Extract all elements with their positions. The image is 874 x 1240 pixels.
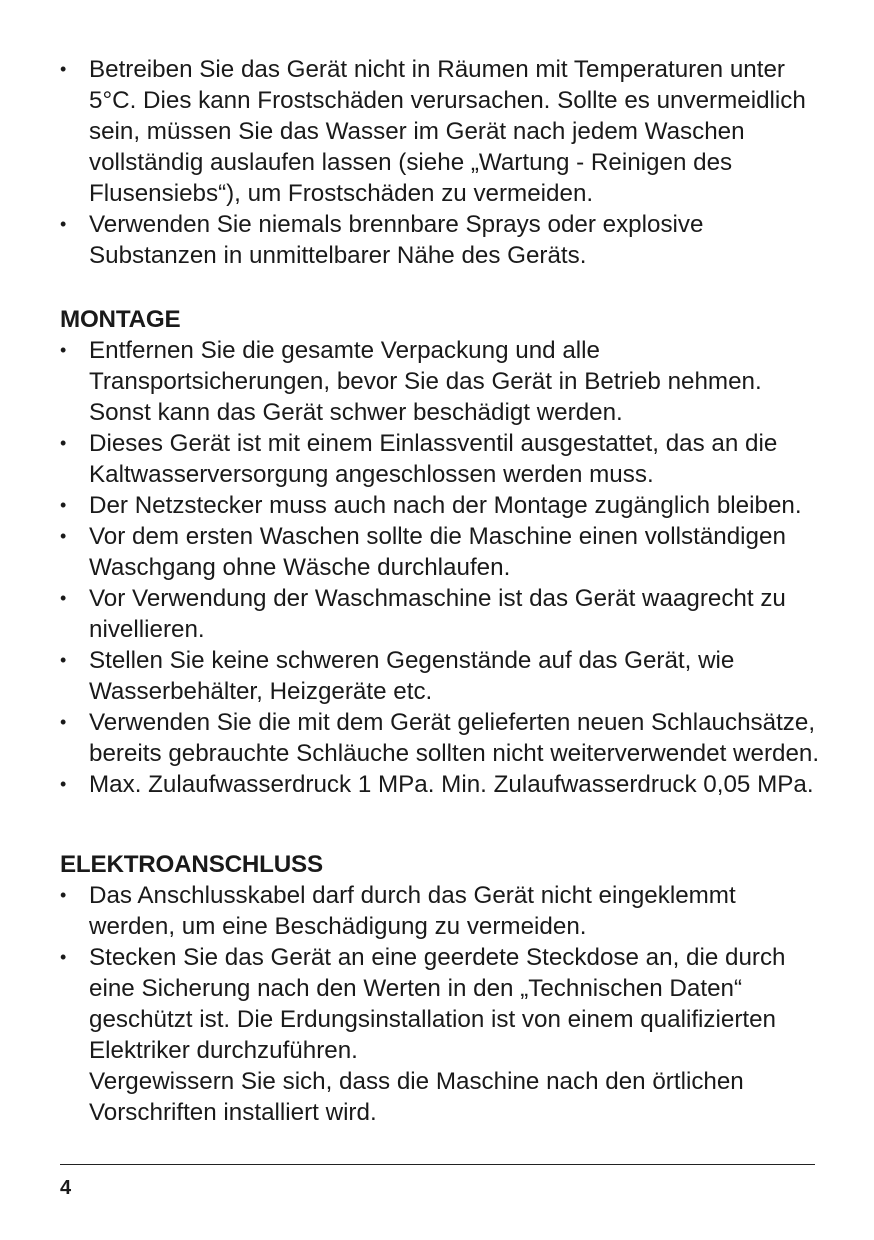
footer-divider <box>60 1164 815 1165</box>
list-item: • Der Netzstecker muss auch nach der Montage zugänglich bleiben. <box>60 490 820 521</box>
elektro-list <box>60 880 820 1128</box>
section-title-montage: MONTAGE <box>60 306 181 333</box>
page-number: 4 <box>60 1177 72 1199</box>
list-item: • Entfernen Sie die gesamte Verpackung und alle Transportsicherungen, bevor Sie das Gerät in Betrieb nehmen. Sonst kann das Gerät schwer beschädigt werden. <box>60 335 820 428</box>
list-item: • Verwenden Sie niemals brennbare Sprays oder explosive Substanzen in unmittelbarer Nähe des Geräts. <box>60 209 820 271</box>
montage-list <box>60 335 820 800</box>
intro-list <box>60 54 820 271</box>
list-item <box>60 942 820 1128</box>
list-item: • Vor dem ersten Waschen sollte die Maschine einen vollständigen Waschgang ohne Wäsche durchlaufen. <box>60 521 820 583</box>
list-item: • Max. Zulaufwasserdruck 1 MPa. Min. Zulaufwasserdruck 0,05 MPa. <box>60 769 820 800</box>
list-item-paragraph: Stecken Sie das Gerät an eine geerdete Steckdose an, die durch eine Sicherung nach den Werten in den „Technischen Daten“ geschützt ist. Die Erdungsinstallation ist von einem qualifizierten Elektriker durchzuführen. <box>89 944 786 1064</box>
list-item: • Dieses Gerät ist mit einem Einlassventil ausgestattet, das an die Kaltwasserversorgung angeschlossen werden muss. <box>60 428 820 490</box>
list-item: • Das Anschlusskabel darf durch das Gerät nicht eingeklemmt werden, um eine Beschädigung zu vermeiden. <box>60 880 820 942</box>
list-item: • Verwenden Sie die mit dem Gerät gelieferten neuen Schlauchsätze, bereits gebrauchte Schläuche sollten nicht weiterverwendet werden. <box>60 707 820 769</box>
list-item: • Betreiben Sie das Gerät nicht in Räumen mit Temperaturen unter 5°C. Dies kann Frostschäden verursachen. Sollte es unvermeidlich sein, müssen Sie das Wasser im Gerät nach jedem Waschen vollständig auslaufen lassen (siehe „Wartung - Reinigen des Flusensiebs“), um Frostschäden zu vermeiden. <box>60 54 820 209</box>
list-item: • Stellen Sie keine schweren Gegenstände auf das Gerät, wie Wasserbehälter, Heizgeräte etc. <box>60 645 820 707</box>
page-content <box>60 54 820 1128</box>
list-item: • Vor Verwendung der Waschmaschine ist das Gerät waagrecht zu nivellieren. <box>60 583 820 645</box>
section-title-elektroanschluss: ELEKTROANSCHLUSS <box>60 851 323 878</box>
list-item-paragraph: Vergewissern Sie sich, dass die Maschine nach den örtlichen Vorschriften installiert wird. <box>89 1068 744 1126</box>
